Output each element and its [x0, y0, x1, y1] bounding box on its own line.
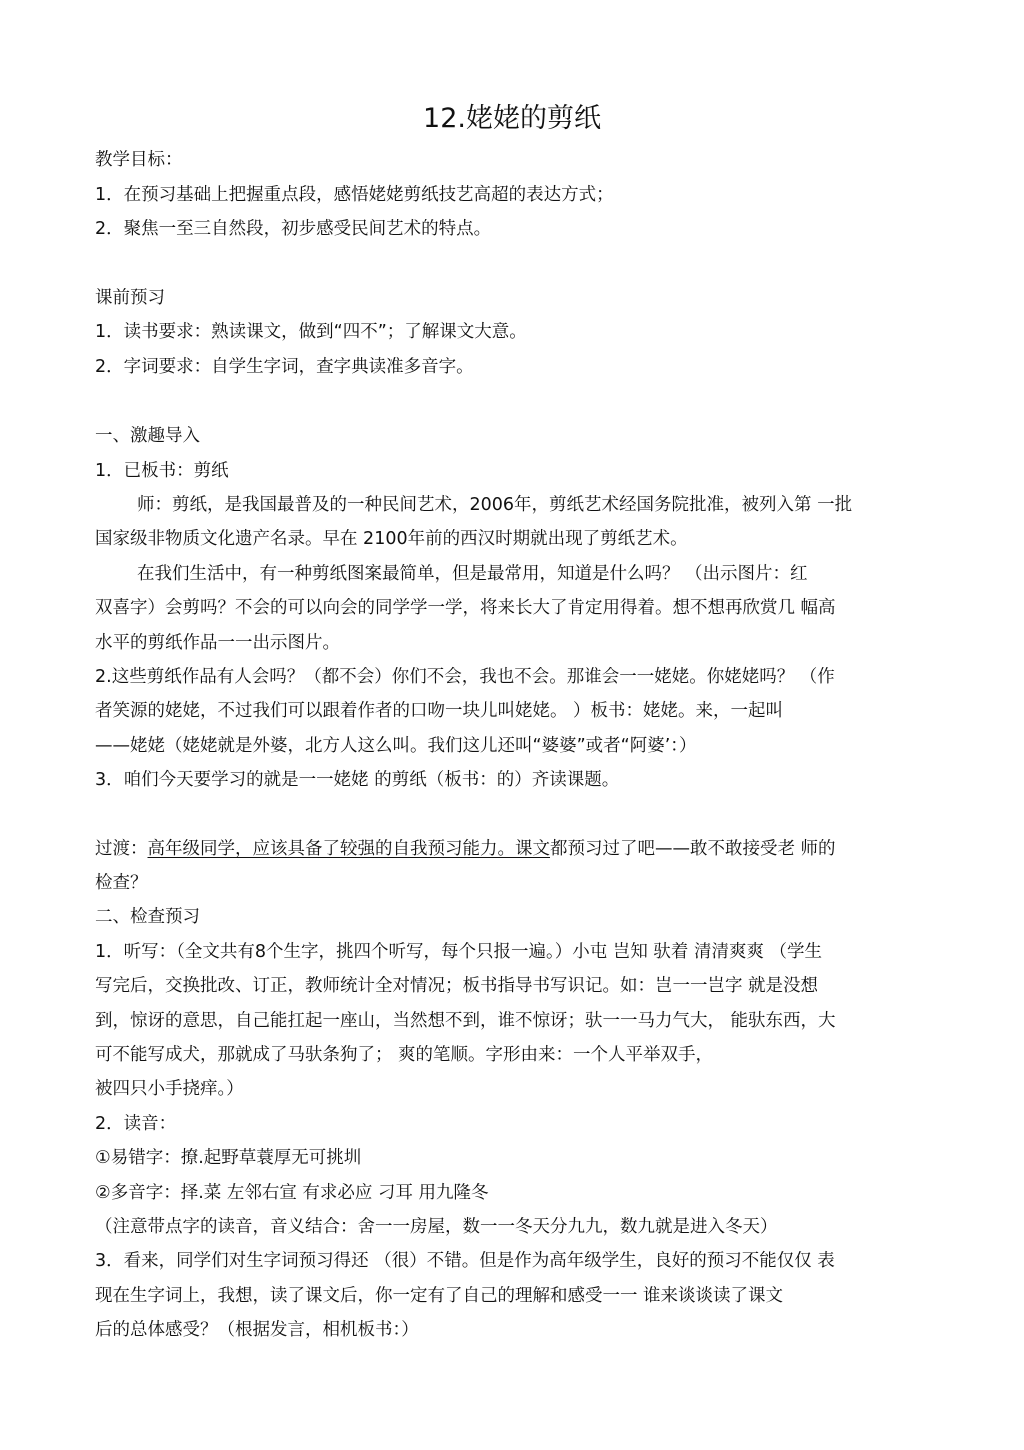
section2-item-3-line: 后的总体感受？（根据发言，相机板书：）	[95, 1320, 419, 1340]
section1-heading: 一、激趣导入	[95, 426, 200, 446]
section2-item-3-line: 3．看来，同学们对生字词预习得还 （很）不错。但是作为高年级学生，良好的预习不能仅仅 表	[95, 1251, 835, 1271]
section1-item-2-line: 2.这些剪纸作品有人会吗？（都不会）你们不会，我也不会。那谁会一一姥姥。你姥姥吗？ （作	[95, 667, 835, 687]
preview-item-2: 2．字词要求：自学生字词，查字典读准多音字。	[95, 357, 474, 377]
preview-heading: 课前预习	[95, 288, 165, 308]
preview-item-1: 1．读书要求：熟读课文，做到“四不”；了解课文大意。	[95, 322, 527, 342]
transition-line-2: 检查？	[95, 873, 148, 893]
section1-para2-line: 在我们生活中，有一种剪纸图案最简单，但是最常用，知道是什么吗？ （出示图片：红	[137, 564, 808, 584]
section2-item-2-polyphonic: ②多音字：择.菜 左邻右宣 有求必应 刁耳 用九隆冬	[95, 1183, 489, 1203]
transition-line	[95, 837, 935, 861]
goal-item-2: 2．聚焦一至三自然段，初步感受民间艺术的特点。	[95, 219, 492, 239]
section1-para1-line: 师：剪纸，是我国最普及的一种民间艺术，2006年，剪纸艺术经国务院批准，被列入第 一批	[137, 495, 853, 515]
section2-item-2-error-prone: ①易错字：撩.起野草蓑厚无可挑圳	[95, 1148, 362, 1168]
section1-para2-line: 水平的剪纸作品一一出示图片。	[95, 633, 340, 653]
goals-heading: 教学目标：	[95, 150, 183, 170]
section1-item-2-line: 者笑源的姥姥，不过我们可以跟着作者的口吻一块儿叫姥姥。 ）板书：姥姥。来，一起叫	[95, 701, 784, 721]
section2-item-2: 2．读音：	[95, 1114, 177, 1134]
section2-item-1-line: 1．听写：（全文共有8个生字，挑四个听写，每个只报一遍。）小屯 岂知 驮着 清清爽爽 （学生	[95, 942, 823, 962]
section1-para2-line: 双喜字）会剪吗？不会的可以向会的同学学一学，将来长大了肯定用得着。想不想再欣赏几 幅高	[95, 598, 836, 618]
section2-heading: 二、检查预习	[95, 907, 200, 927]
section2-item-1-line: 到，惊讶的意思，自己能扛起一座山，当然想不到，谁不惊讶；驮一一马力气大， 能驮东西，大	[95, 1011, 836, 1031]
section2-item-2-note: （注意带点字的读音，音义结合：舍一一房屋，数一一冬天分九九，数九就是进入冬天）	[95, 1217, 778, 1237]
transition-prefix: 过渡：	[95, 839, 148, 859]
section2-item-1-line: 被四只小手挠痒。）	[95, 1079, 244, 1099]
transition-underlined-text: 高年级同学，应该具备了较强的自我预习能力。课文	[147, 839, 550, 859]
section1-para1-line: 国家级非物质文化遗产名录。早在 2100年前的西汉时期就出现了剪纸艺术。	[95, 529, 688, 549]
goal-item-1: 1．在预习基础上把握重点段，感悟姥姥剪纸技艺高超的表达方式；	[95, 185, 614, 205]
section1-item-3: 3．咱们今天要学习的就是一一姥姥 的剪纸（板书：的）齐读课题。	[95, 770, 620, 790]
lesson-title: 12.姥姥的剪纸	[423, 103, 601, 134]
section2-item-1-line: 可不能写成犬，那就成了马驮条狗了； 爽的笔顺。字形由来：一个人平举双手，	[95, 1045, 714, 1065]
section2-item-3-line: 现在生字词上，我想，读了课文后，你一定有了自己的理解和感受一一 谁来谈谈读了课文	[95, 1286, 784, 1306]
section1-item-1: 1．已板书：剪纸	[95, 461, 229, 481]
transition-suffix: 都预习过了吧——敢不敢接受老 师的	[550, 839, 836, 859]
section2-item-1-line: 写完后，交换批改、订正，教师统计全对情况；板书指导书写识记。如：岂一一岂字 就是没想	[95, 976, 819, 996]
section1-item-2-line: ——姥姥（姥姥就是外婆，北方人这么叫。我们这儿还叫“婆婆”或者“阿婆’：）	[95, 736, 697, 756]
